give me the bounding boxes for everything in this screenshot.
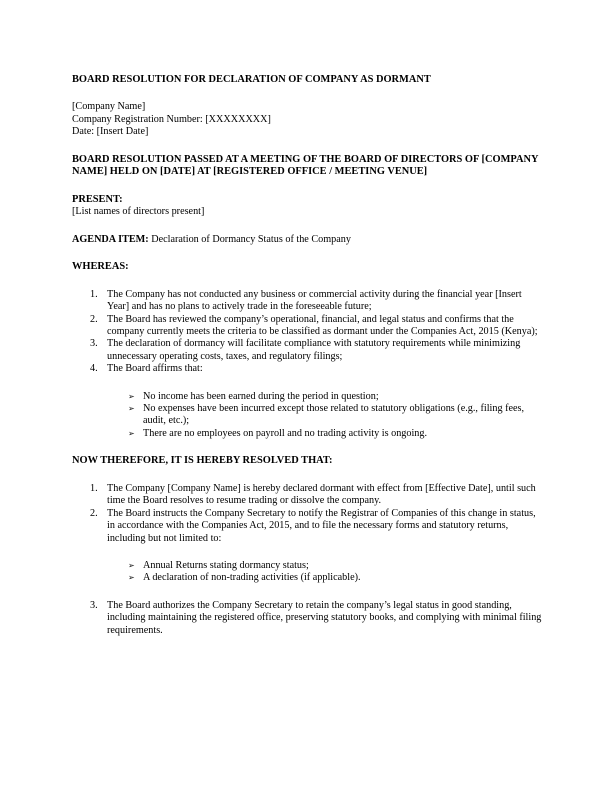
agenda-value: Declaration of Dormancy Status of the Company [148, 233, 351, 245]
arrow-bullet-icon: ➢ [128, 428, 135, 438]
present-section [72, 194, 542, 219]
affirmation-bullets [72, 391, 542, 441]
item-number: 3. [90, 599, 98, 611]
item-text: The Board has reviewed the company’s operational, financial, and legal status and confirms that the company currently meets the criteria to be classified as dormant under the Companies Act, 2015 (Kenya); [107, 313, 538, 338]
bullet-item [72, 560, 542, 572]
list-item [72, 289, 542, 314]
item-text: The declaration of dormancy will facilitate compliance with statutory requirements while minimizing unnecessary operating costs, taxes, and regulatory filings; [107, 338, 521, 362]
arrow-bullet-icon: ➢ [128, 560, 135, 570]
item-number: 3. [90, 338, 98, 350]
resolved-list-continued [72, 600, 542, 637]
document-page [72, 74, 542, 637]
arrow-bullet-icon: ➢ [128, 573, 135, 583]
item-text: The Company has not conducted any business or commercial activity during the financial year [Insert Year] and has no plans to actively trade in the foreseeable future; [107, 288, 522, 313]
item-number: 1. [90, 288, 98, 300]
item-text: The Board instructs the Company Secretary to notify the Registrar of Companies of this change in status, in accordance with the Companies Act, 2015, and to file the necessary forms and statutory returns, including but not limited to: [107, 507, 536, 544]
bullet-item [72, 391, 542, 403]
agenda-item [72, 234, 542, 246]
bullet-text: No expenses have been incurred except those related to statutory obligations (e.g., filing fees, audit, etc.); [143, 403, 525, 427]
bullet-text: No income has been earned during the period in question; [143, 390, 379, 402]
arrow-bullet-icon: ➢ [128, 391, 135, 401]
list-item [72, 600, 542, 637]
list-item [72, 363, 542, 375]
resolved-heading: NOW THEREFORE, IT IS HEREBY RESOLVED THAT: [72, 455, 333, 467]
item-number: 1. [90, 482, 98, 494]
present-value: [List names of directors present] [72, 206, 205, 218]
whereas-list [72, 289, 542, 376]
whereas-heading: WHEREAS: [72, 261, 129, 273]
item-number: 4. [90, 363, 98, 375]
document-title: BOARD RESOLUTION FOR DECLARATION OF COMPANY AS DORMANT [72, 74, 431, 85]
filing-bullets [72, 560, 542, 585]
bullet-item [72, 403, 542, 428]
arrow-bullet-icon: ➢ [128, 404, 135, 414]
resolution-date: Date: [Insert Date] [72, 126, 149, 138]
list-item [72, 338, 542, 363]
meeting-heading: BOARD RESOLUTION PASSED AT A MEETING OF THE BOARD OF DIRECTORS OF [COMPANY NAME] HELD ON [DATE] AT [REGISTERED OFFICE / MEETING VENUE] [72, 153, 539, 178]
bullet-text: A declaration of non-trading activities (if applicable). [143, 572, 361, 584]
agenda-label: AGENDA ITEM: [72, 233, 149, 245]
item-text: The Board authorizes the Company Secretary to retain the company’s legal status in good standing, including maintaining the registered office, preserving statutory books, and complying with minimal filing requirements. [107, 599, 542, 636]
bullet-text: There are no employees on payroll and no trading activity is ongoing. [143, 427, 428, 439]
list-item [72, 483, 542, 508]
resolved-list [72, 483, 542, 545]
item-number: 2. [90, 507, 98, 519]
company-name: [Company Name] [72, 101, 146, 113]
present-label: PRESENT: [72, 193, 123, 205]
company-details [72, 101, 542, 138]
list-item [72, 508, 542, 545]
item-number: 2. [90, 313, 98, 325]
bullet-item [72, 572, 542, 584]
list-item [72, 314, 542, 339]
item-text: The Company [Company Name] is hereby declared dormant with effect from [Effective Date], until such time the Board resolves to resume trading or dissolve the company. [107, 482, 536, 507]
bullet-item [72, 428, 542, 440]
bullet-text: Annual Returns stating dormancy status; [143, 559, 309, 571]
item-text: The Board affirms that: [107, 363, 203, 375]
company-registration: Company Registration Number: [XXXXXXXX] [72, 113, 271, 125]
